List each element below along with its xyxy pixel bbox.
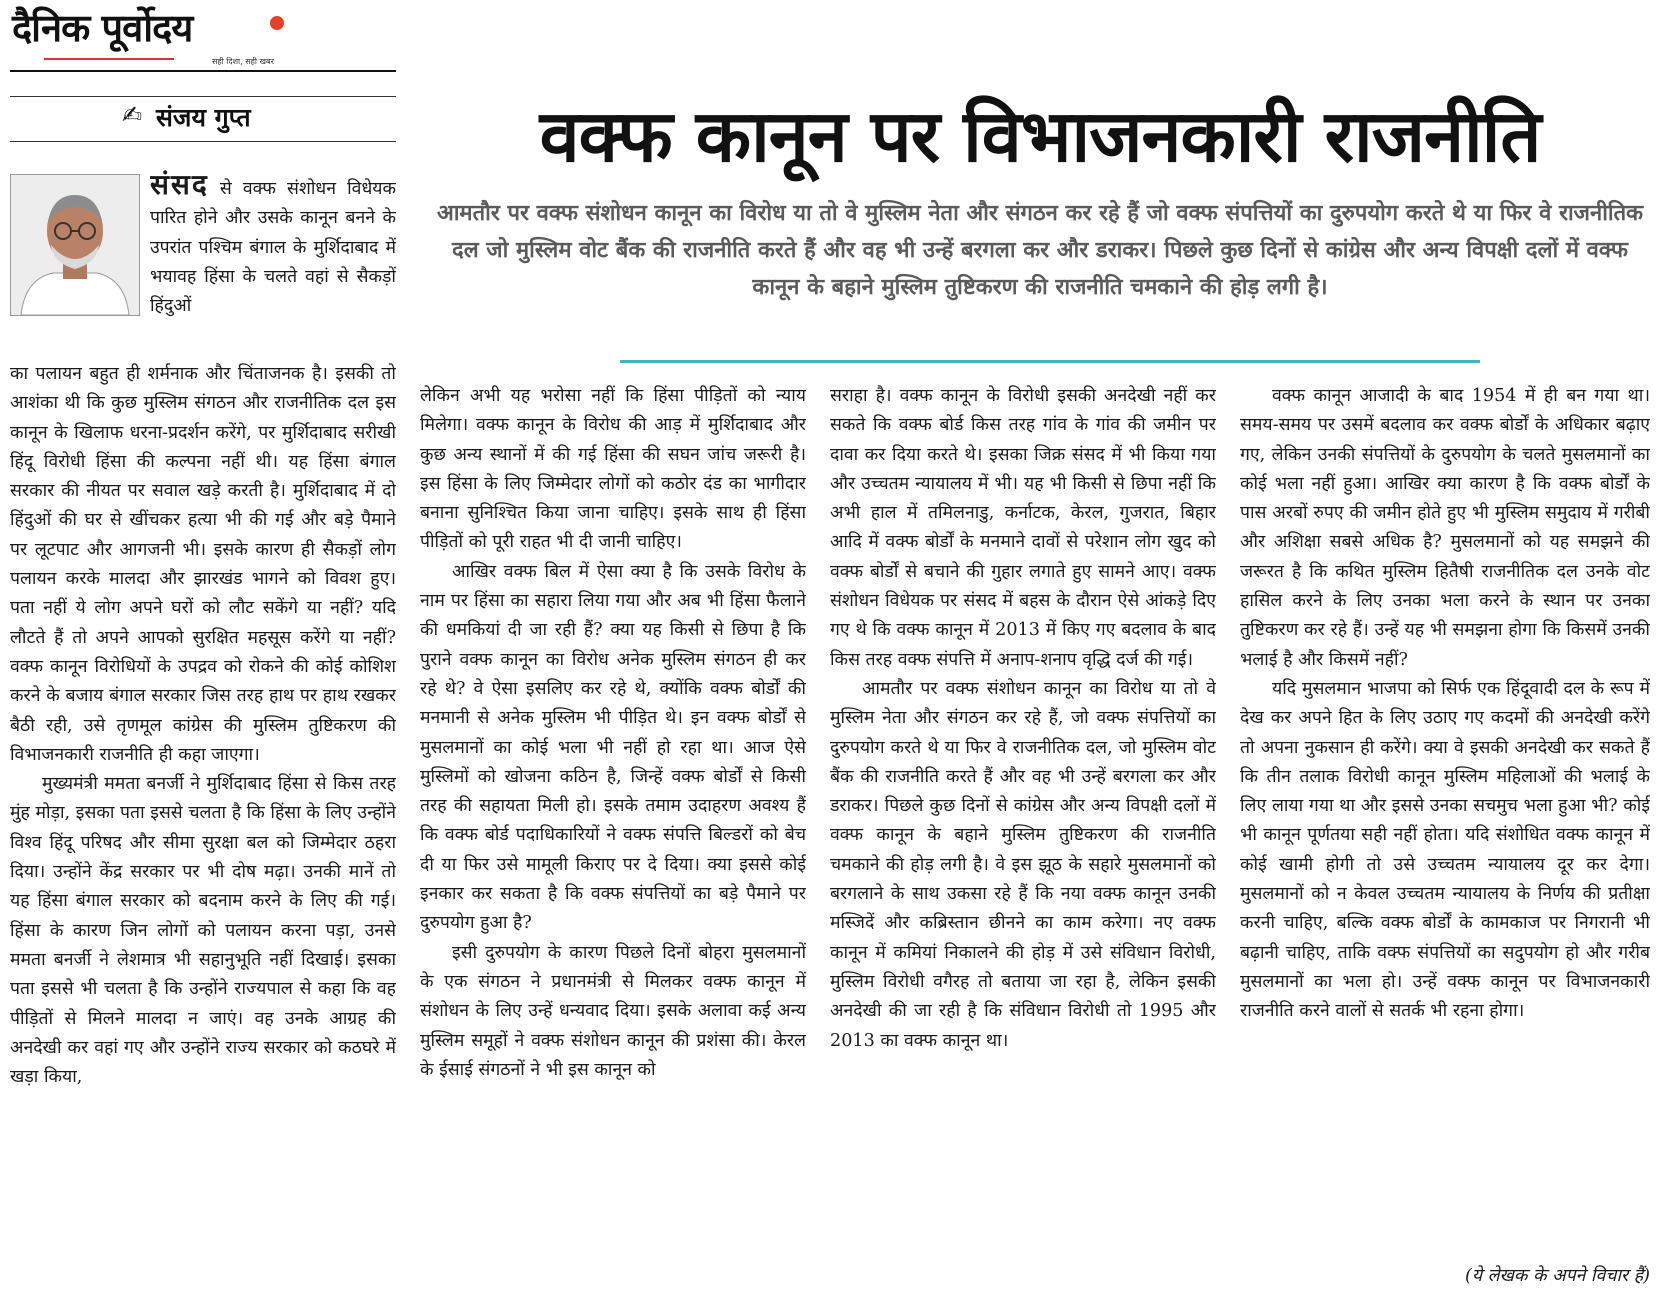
intro-text: से वक्फ संशोधन विधेयक पारित होने और उसके कानून बनने के उपरांत पश्चिम बंगाल के मुर्शिदाबाद में भयावह हिंसा के चलते वहां से सैकड़ों हिंदुओं bbox=[150, 179, 396, 317]
paragraph: सराहा है। वक्फ कानून के विरोधी इसकी अनदेखी नहीं कर सकते कि वक्फ बोर्ड किस तरह गांव के गांव की जमीन पर दावा कर दिया करते थे। इसका जिक्र संसद में भी किया गया और उच्चतम न्यायालय में भी। यह भी किसी से छिपा नहीं कि अभी हाल में तमिलनाडु, कर्नाटक, केरल, गुजरात, बिहार आदि में वक्फ बोर्डों के मनमाने दावों से परेशान लोग खुद को वक्फ बोर्डों से बचाने की गुहार लगाते हुए सामने आए। वक्फ संशोधन विधेयक पर संसद में बहस के दौरान ऐसे आंकड़े दिए गए थे कि वक्फ कानून में 2013 में किए गए बदलाव के बाद किस तरह वक्फ संपत्ति में अनाप-शनाप वृद्धि दर्ज की गई। bbox=[830, 386, 1216, 670]
intro-dropword: संसद bbox=[150, 170, 209, 201]
paragraph: आखिर वक्फ बिल में ऐसा क्या है कि उसके विरोध के नाम पर हिंसा का सहारा लिया गया और अब भी हिंसा फैलाने की धमकियां दी जा रही हैं? क्या यह किसी से छिपा है कि पुराने वक्फ कानून का विरोध अनेक मुस्लिम संगठन ही कर रहे थे? वे ऐसा इसलिए कर रहे थे, क्योंकि वक्फ बोर्डों की मनमानी से अनेक मुस्लिम भी पीड़ित थे। इन वक्फ बोर्डों से मुसलमानों का कोई भला भी नहीं हो रहा था। आज ऐसे मुस्लिमों को खोजना कठिन है, जिन्हें वक्फ बोर्डों से किसी तरह की सहायता मिली हो। इसके तमाम उदाहरण अवश्य हैं कि वक्फ बोर्ड पदाधिकारियों ने वक्फ संपत्ति बिल्डरों को बेच दी या फिर उसे मामूली किराए पर दे दिया। क्या इससे कोई इनकार कर सकता है कि वक्फ संपत्तियों का बड़े पैमाने पर दुरुपयोग हुआ है? bbox=[420, 561, 806, 934]
paragraph: लेकिन अभी यह भरोसा नहीं कि हिंसा पीड़ितों को न्याय मिलेगा। वक्फ कानून के विरोध की आड़ में मुर्शिदाबाद और कुछ अन्य स्थानों में की गई हिंसा की सघन जांच जरूरी है। इस हिंसा के लिए जिम्मेदार लोगों को कठोर दंड का भागीदार बनाना सुनिश्चित किया जाना चाहिए। इसके साथ ही हिंसा पीड़ितों को पूरी राहत भी दी जानी चाहिए। bbox=[420, 386, 806, 553]
deck-divider bbox=[620, 360, 1480, 363]
article-deck: आमतौर पर वक्फ संशोधन कानून का विरोध या तो वे मुस्लिम नेता और संगठन कर रहे हैं जो वक्फ संपत्तियों का दुरुपयोग करते थे या फिर वे राजनीतिक दल जो मुस्लिम वोट बैंक की राजनीति करते हैं और वह भी उन्हें बरगला कर और डराकर। पिछले कुछ दिनों से कांग्रेस और अन्य विपक्षी दलों में वक्फ कानून के बहाने मुस्लिम तुष्टिकरण की राजनीति चमकाने की होड़ लगी है। bbox=[436, 201, 1644, 300]
intro-paragraph bbox=[150, 170, 396, 360]
paragraph: इसी दुरुपयोग के कारण पिछले दिनों बोहरा मुसलमानों के एक संगठन ने प्रधानमंत्री से मिलकर वक्फ कानून में संशोधन के लिए उन्हें धन्यवाद दिया। इसके अलावा कई अन्य मुस्लिम समूहों ने वक्फ संशोधन कानून की प्रशंसा की। केरल के ईसाई संगठनों ने भी इस कानून को bbox=[420, 942, 806, 1080]
masthead-tagline: सही दिशा, सही खबर bbox=[212, 57, 274, 66]
author-byline bbox=[10, 96, 396, 142]
masthead-title: दैनिक पूर्वोदय bbox=[12, 5, 193, 50]
author-name: संजय गुप्त bbox=[156, 103, 251, 132]
pen-icon: ✍ bbox=[122, 101, 143, 129]
paragraph: वक्फ कानून आजादी के बाद 1954 में ही बन गया था। समय-समय पर उसमें बदलाव कर वक्फ बोर्डों के अधिकार बढ़ाए गए, लेकिन उनकी संपत्तियों के दुरुपयोग के चलते मुसलमानों का कोई भला नहीं हुआ। आखिर क्या कारण है कि वक्फ बोर्डों के पास अरबों रुपए की जमीन होते हुए भी मुस्लिम समुदाय में गरीबी और अशिक्षा सबसे अधिक है? मुसलमानों को यह समझने की जरूरत है कि कथित मुस्लिम हितैषी राजनीतिक दल उनके वोट हासिल करने के लिए उनका भला करने के स्थान पर उनका तुष्टिकरण कर रहे हैं। उन्हें यह भी समझना होगा कि किसमें उनकी भलाई है और किसमें नहीं? bbox=[1240, 386, 1650, 670]
paragraph: मुख्यमंत्री ममता बनर्जी ने मुर्शिदाबाद हिंसा से किस तरह मुंह मोड़ा, इसका पता इससे चलता है कि हिंसा के लिए उन्होंने विश्व हिंदू परिषद और सीमा सुरक्षा बल को जिम्मेदार ठहरा दिया। उन्होंने केंद्र सरकार पर भी दोष मढ़ा। उनकी मानें तो यह हिंसा बंगाल सरकार को बदनाम करने के लिए की गई। हिंसा के कारण जिन लोगों को पलायन करना पड़ा, उनसे ममता बनर्जी ने लेशमात्र भी सहानुभूति नहीं दिखाई। इसका पता इससे भी चलता है कि उन्होंने राज्यपाल से कहा कि वह पीड़ितों से मिलने मालदा न जाएं। वह उनके आग्रह की अनदेखी कर वहां गए और उन्होंने राज्य सरकार को कठघरे में खड़ा किया, bbox=[10, 774, 396, 1088]
author-photo bbox=[10, 174, 140, 316]
author-portrait-icon bbox=[11, 175, 139, 315]
paragraph: आमतौर पर वक्फ संशोधन कानून का विरोध या तो वे मुस्लिम नेता और संगठन कर रहे हैं, जो वक्फ संपत्तियों का दुरुपयोग करते थे या फिर वे राजनीतिक दल, जो मुस्लिम वोट बैंक की राजनीति करते हैं और वह भी उन्हें बरगला कर और डराकर। पिछले कुछ दिनों से कांग्रेस और अन्य विपक्षी दलों में वक्फ कानून के बहाने मुस्लिम तुष्टिकरण की राजनीति चमकाने की होड़ लगी है। वे इस झूठ के सहारे मुसलमानों को बरगलाने के साथ उकसा रहे हैं कि नया वक्फ कानून उनकी मस्जिदें और कब्रिस्तान छीनने का काम करेगा। नए वक्फ कानून में कमियां निकालने की होड़ में उसे संविधान विरोधी, मुस्लिम विरोधी वगैरह तो बताया जा रहा है, लेकिन इसकी अनदेखी की जा रही है कि संविधान विरोधी तो 1995 और 2013 का वक्फ कानून था। bbox=[830, 678, 1216, 1051]
paragraph: का पलायन बहुत ही शर्मनाक और चिंताजनक है। इसकी तो आशंका थी कि कुछ मुस्लिम संगठन और राजनीतिक दल इस कानून के खिलाफ धरना-प्रदर्शन करेंगे, पर मुर्शिदाबाद सरीखी हिंदू विरोधी हिंसा की कल्पना नहीं थी। यह हिंसा बंगाल सरकार की नीयत पर सवाल खड़े करती है। मुर्शिदाबाद में दो हिंदुओं की घर से खींचकर हत्या भी की गई और बड़े पैमाने पर लूटपाट और आगजनी भी। इसके कारण ही सैकड़ों लोग पलायन करके मालदा और झारखंड भागने को विवश हुए। पता नहीं ये लोग अपने घरों को लौट सकेंगे या नहीं? यदि लौटते हैं तो अपने आपको सुरक्षित महसूस करेंगे या नहीं? वक्फ कानून विरोधियों के उपद्रव को रोकने की कोई कोशिश करने के बजाय बंगाल सरकार जिस तरह हाथ पर हाथ रखकर बैठी रही, उसे तृणमूल कांग्रेस की मुस्लिम तुष्टिकरण की विभाजनकारी राजनीति ही कहा जाएगा। bbox=[10, 364, 396, 765]
top-divider bbox=[10, 70, 396, 72]
masthead bbox=[12, 6, 282, 68]
article-column-3 bbox=[830, 382, 1216, 1306]
article-column-1 bbox=[10, 360, 396, 1306]
article-column-2 bbox=[420, 382, 806, 1306]
masthead-underline bbox=[44, 58, 174, 60]
article-column-4 bbox=[1240, 382, 1650, 1306]
article-headline: वक्फ कानून पर विभाजनकारी राजनीति bbox=[539, 94, 1541, 178]
masthead-sun-icon bbox=[270, 16, 284, 30]
paragraph: यदि मुसलमान भाजपा को सिर्फ एक हिंदूवादी दल के रूप में देख कर अपने हित के लिए उठाए गए कदमों की अनदेखी करेंगे तो अपना नुकसान ही करेंगे। क्या वे इसकी अनदेखी कर सकते हैं कि तीन तलाक विरोधी कानून मुस्लिम महिलाओं की भलाई के लिए लाया गया था और इससे उनका सचमुच भला हुआ भी? कोई भी कानून पूर्णतया सही नहीं होता। यदि संशोधित वक्फ कानून में कोई खामी होगी तो उसे उच्चतम न्यायालय दूर कर देगा। मुसलमानों को न केवल उच्चतम न्यायालय के निर्णय की प्रतीक्षा करनी चाहिए, बल्कि वक्फ बोर्डों के कामकाज पर निगरानी भी बढ़ानी चाहिए, ताकि वक्फ संपत्तियों का सदुपयोग हो और गरीब मुसलमानों का भला हो। उन्हें वक्फ कानून पर विभाजनकारी राजनीति करने वालों से सतर्क भी रहना होगा। bbox=[1240, 678, 1650, 1022]
author-disclaimer: (ये लेखक के अपने विचार हैं) bbox=[1464, 1266, 1650, 1286]
